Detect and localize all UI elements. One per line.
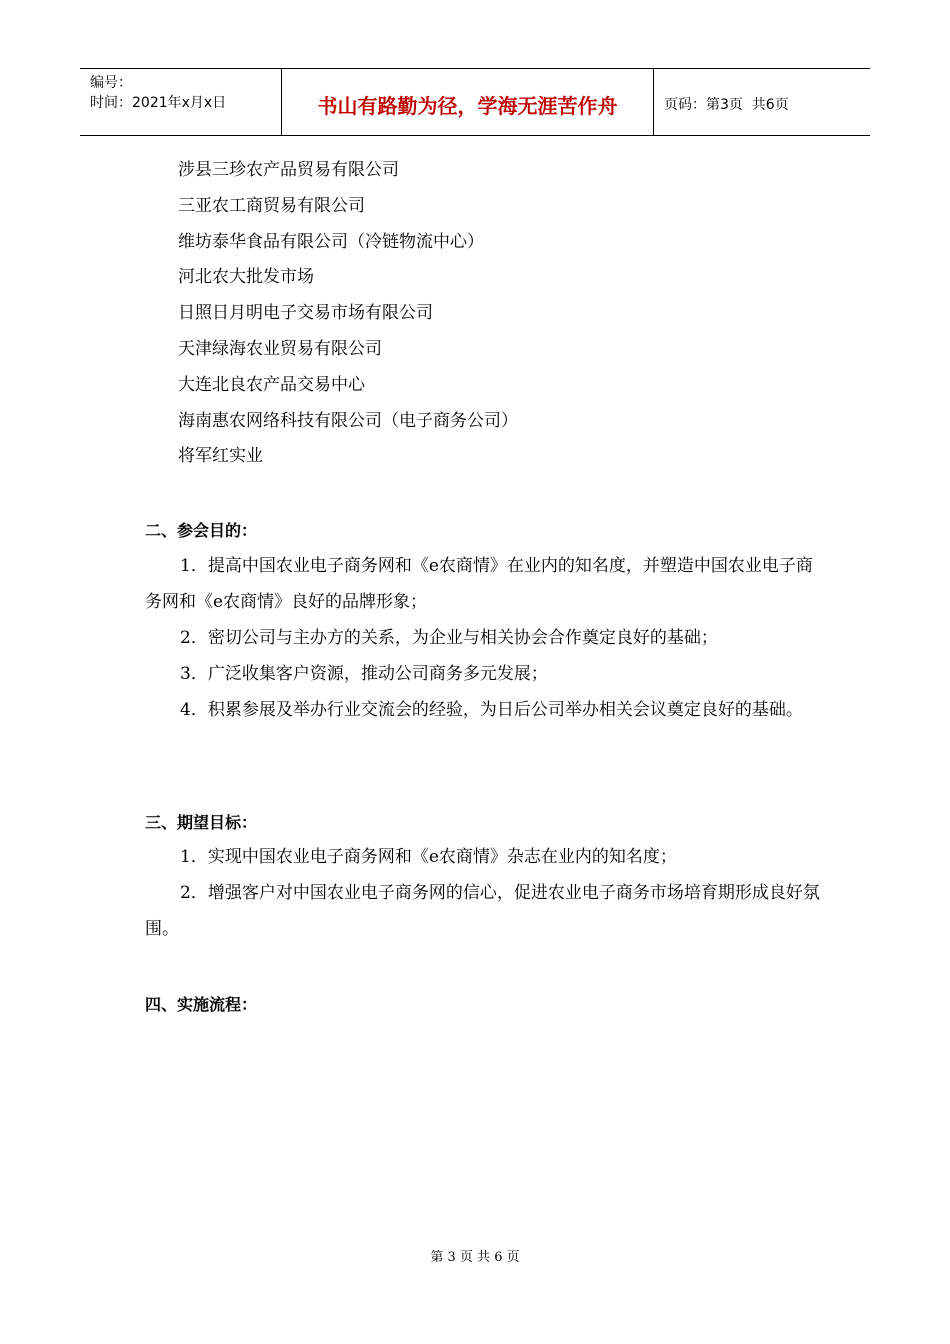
- company-item: 维坊泰华食品有限公司（冷链物流中心）: [178, 231, 484, 252]
- purpose-item-2: 2．密切公司与主办方的关系，为企业与相关协会合作奠定良好的基础；: [180, 628, 718, 648]
- company-item: 涉县三珍农产品贸易有限公司: [178, 160, 399, 180]
- header-meta: [80, 69, 282, 135]
- purpose-item-4: 4．积累参展及举办行业交流会的经验，为日后公司举办相关会议奠定良好的基础。: [180, 700, 803, 720]
- header-page-info: [654, 69, 870, 135]
- goals-item-1: 1．实现中国农业电子商务网和《e农商情》杂志在业内的知名度；: [180, 847, 677, 867]
- header-motto: 书山有路勤为径，学海无涯苦作舟: [282, 69, 654, 135]
- page-header: [80, 68, 870, 136]
- company-list: [178, 153, 518, 475]
- company-item: 河北农大批发市场: [178, 267, 314, 288]
- page-footer: 第 3 页 共 6 页: [430, 1250, 520, 1265]
- company-item: 天津绿海农业贸易有限公司: [178, 338, 382, 359]
- section-title-goals: 三、期望目标：: [145, 813, 258, 832]
- goals-item-2: 2．增强客户对中国农业电子商务网的信心，促进农业电子商务市场培育期形成良好氛围。: [145, 883, 820, 939]
- company-item: 日照日月明电子交易市场有限公司: [178, 303, 433, 324]
- purpose-item-3: 3．广泛收集客户资源，推动公司商务多元发展；: [180, 664, 548, 684]
- company-item: 海南惠农网络科技有限公司（电子商务公司）: [178, 410, 518, 431]
- page-info-text: 页码：第3页 共6页: [664, 97, 789, 113]
- time-label: 时间：2021年x月x日: [90, 95, 227, 111]
- section-title-purpose: 二、参会目的：: [145, 521, 258, 540]
- purpose-item-1: 1．提高中国农业电子商务网和《e农商情》在业内的知名度，并塑造中国农业电子商务网和《e农商情》良好的品牌形象；: [145, 556, 813, 612]
- company-item: 三亚农工商贸易有限公司: [178, 195, 365, 216]
- section-title-process: 四、实施流程：: [145, 995, 258, 1014]
- company-item: 大连北良农产品交易中心: [178, 374, 365, 395]
- number-label: 编号：: [90, 75, 132, 91]
- company-item: 将军红实业: [178, 446, 263, 467]
